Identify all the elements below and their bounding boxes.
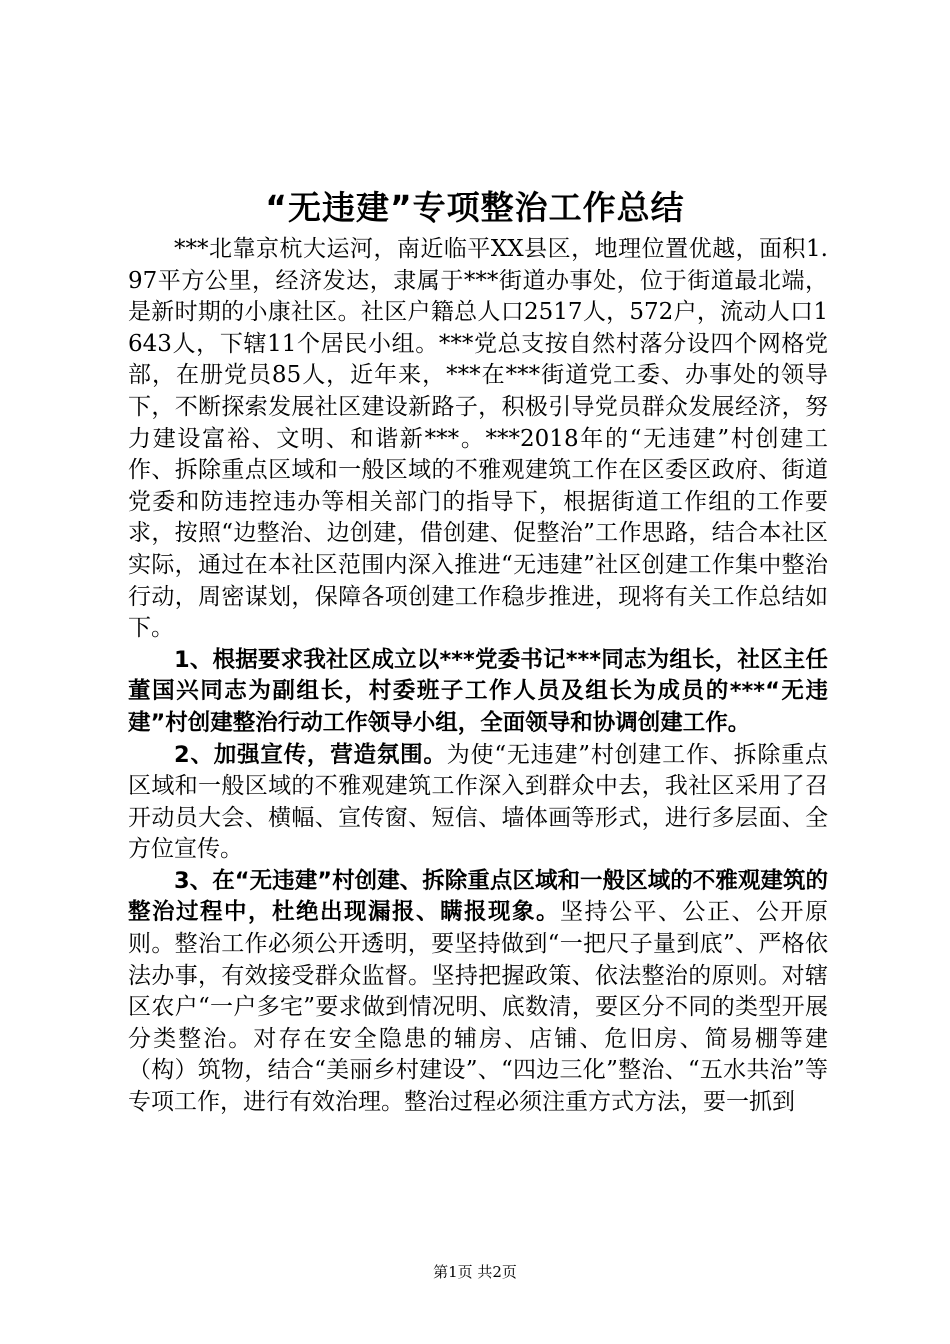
document-body: [128, 234, 828, 1119]
paragraph-item-2-lead: 2、加强宣传，营造氛围。: [174, 741, 447, 768]
paragraph-item-2: [128, 740, 828, 866]
paragraph-item-3: [128, 866, 828, 1119]
paragraph-item-3-lead: 3、在“无违建”村创建、拆除重点区域和一般区域的不雅观建筑的整治过程中，杜绝出现漏报、瞒报现象。: [128, 867, 828, 926]
paragraph-item-2-text: 为使“无违建”村创建工作、拆除重点区域和一般区域的不雅观建筑工作深入到群众中去，我社区采用了召开动员大会、横幅、宣传窗、短信、墙体画等形式，进行多层面、全方位宣传。: [128, 741, 828, 863]
page-footer: 第1页 共2页: [433, 1263, 517, 1281]
paragraph-intro: ***北靠京杭大运河，南近临平XX县区，地理位置优越，面积1.97平方公里，经济发达，隶属于***街道办事处，位于街道最北端，是新时期的小康社区。社区户籍总人口2517人，572户，流动人口1643人，下辖11个居民小组。***党总支按自然村落分设四个网格党部，在册党员85人，近年来，***在***街道党工委、办事处的领导下，不断探索发展社区建设新路子，积极引导党员群众发展经济，努力建设富裕、文明、和谐新***。***2018年的“无违建”村创建工作、拆除重点区域和一般区域的不雅观建筑工作在区委区政府、街道党委和防违控违办等相关部门的指导下，根据街道工作组的工作要求，按照“边整治、边创建，借创建、促整治”工作思路，结合本社区实际，通过在本社区范围内深入推进“无违建”社区创建工作集中整治行动，周密谋划，保障各项创建工作稳步推进，现将有关工作总结如下。: [128, 236, 828, 642]
paragraph-item-3-text: 坚持公平、公正、公开原则。整治工作必须公开透明，要坚持做到“一把尺子量到底”、严格依法办事，有效接受群众监督。坚持把握政策、依法整治的原则。对辖区农户“一户多宅”要求做到情况明、底数清，要区分不同的类型开展分类整治。对存在安全隐患的辅房、店铺、危旧房、简易棚等建（构）筑物，结合“美丽乡村建设”、“四边三化”整治、“五水共治”等专项工作，进行有效治理。整治过程必须注重方式方法，要一抓到: [128, 899, 828, 1116]
paragraph-item-1: 1、根据要求我社区成立以***党委书记***同志为组长，社区主任董国兴同志为副组长，村委班子工作人员及组长为成员的***“无违建”村创建整治行动工作领导小组，全面领导和协调创建工作。: [128, 646, 828, 736]
document-title: “无违建”专项整治工作总结: [265, 188, 685, 227]
